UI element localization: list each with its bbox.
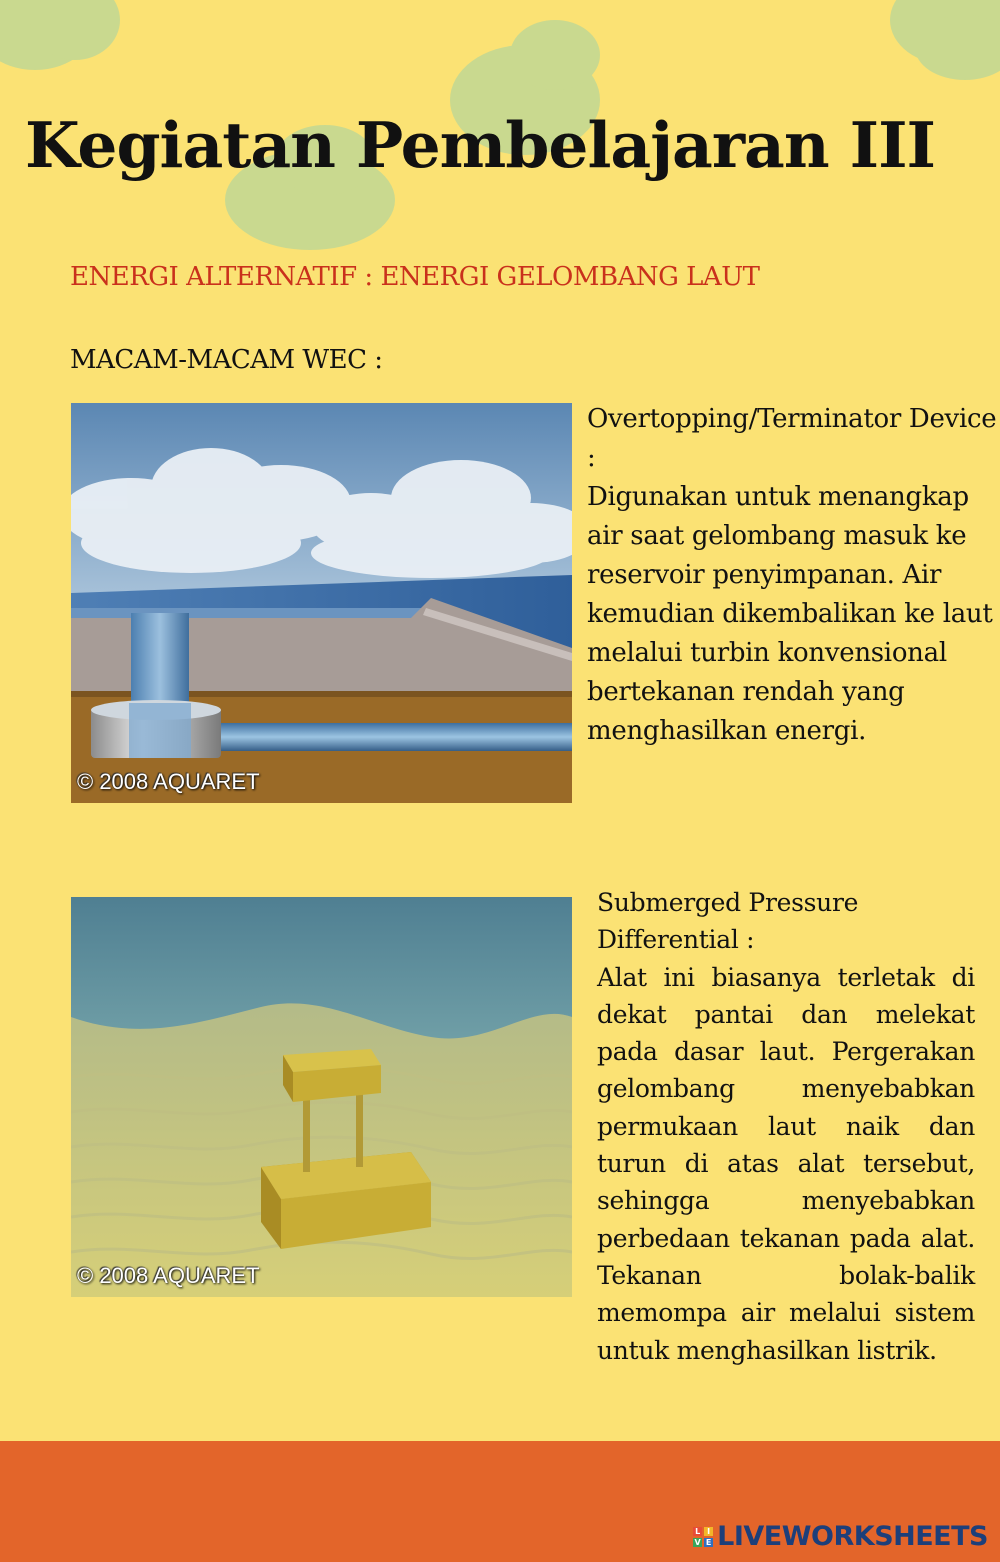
submerged-pressure-device-image	[71, 897, 572, 1297]
logo-mark-letter: E	[705, 1537, 712, 1547]
item-body: Digunakan untuk menangkap air saat gelombang masuk ke reservoir penyimpanan. Air kemudian dikembalikan ke laut melalui turbin konvensional bertekanan rendah yang menghasilkan energi.	[587, 482, 993, 746]
item-body: Alat ini biasanya terletak di dekat pantai dan melekat pada dasar laut. Pergerakan gelombang menyebabkan permukaan laut naik dan turun di atas alat tersebut, sehingga menyebabkan perbedaan tekanan pada alat. Tekanan bolak-balik memompa air melalui sistem untuk menghasilkan listrik.	[597, 962, 975, 1365]
liveworksheets-logo-icon	[693, 1527, 713, 1547]
list-heading: MACAM-MACAM WEC :	[70, 345, 383, 375]
logo-mark-letter: V	[694, 1537, 701, 1547]
logo-mark-letter: L	[695, 1526, 701, 1536]
image-credit: © 2008 AQUARET	[77, 1263, 260, 1288]
submerged-pressure-description	[597, 884, 975, 1369]
footer-bar	[0, 1441, 1000, 1562]
image-credit: © 2008 AQUARET	[77, 769, 260, 794]
logo-text: LIVEWORKSHEETS	[717, 1521, 988, 1552]
cloud-shape	[510, 20, 600, 90]
page-title: Kegiatan Pembelajaran III	[25, 108, 936, 182]
page-subtitle: ENERGI ALTERNATIF : ENERGI GELOMBANG LAUT	[70, 262, 760, 292]
logo-mark-letter: I	[704, 1527, 713, 1536]
item-heading: Overtopping/Terminator Device :	[587, 404, 997, 473]
overtopping-description	[587, 400, 997, 751]
overtopping-device-image	[71, 403, 572, 803]
item-heading: Submerged Pressure Differential :	[597, 888, 859, 955]
cloud-shape	[915, 15, 1000, 80]
liveworksheets-logo[interactable]	[693, 1521, 988, 1552]
